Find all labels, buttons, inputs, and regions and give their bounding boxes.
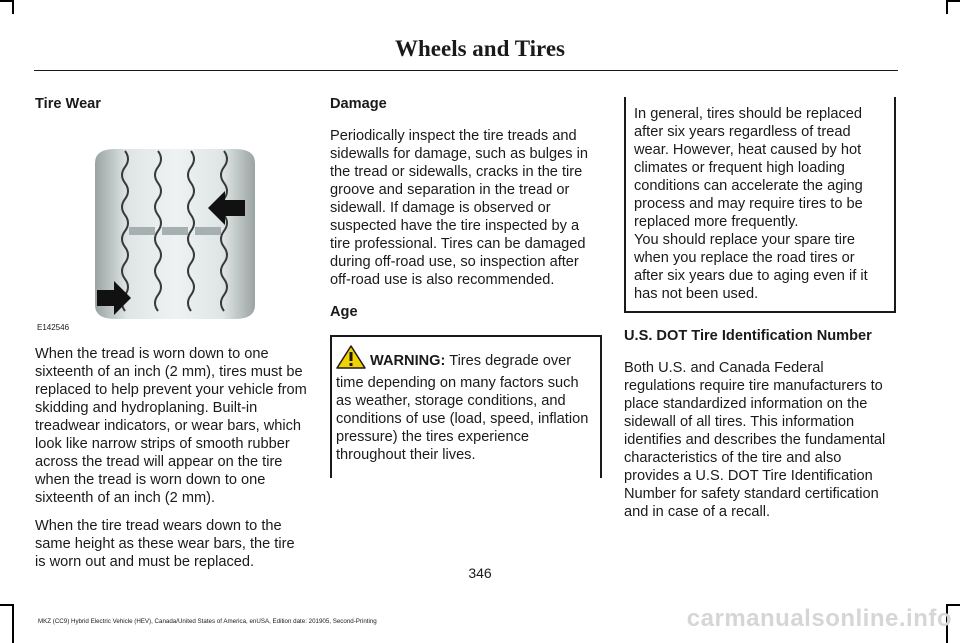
tire-tread-figure [35,127,307,335]
warning-icon [336,345,366,374]
warning-box [330,335,602,478]
crop-mark [12,605,14,643]
tire-wear-heading: Tire Wear [35,96,101,112]
crop-mark [946,0,948,14]
note-box [624,97,896,313]
note-paragraph: You should replace your spare tire when you replace the road tires or after six years due to aging even if it has not been used. [634,232,868,302]
page-number: 346 [468,565,492,581]
damage-heading: Damage [330,96,387,112]
crop-mark [0,604,14,606]
tire-wear-paragraph: When the tread is worn down to one sixteenth of an inch (2 mm), tires must be replaced to help prevent your vehicle from skidding and hydroplaning. Built-in treadwear indicators, or wear bars, which look like narrow strips of smooth rubber across the tread will appear on the tire when the tread is worn down to one sixteenth of an inch (2 mm). [35,346,307,506]
watermark: carmanualsonline.info [686,605,952,632]
column-damage-age [330,95,602,478]
note-paragraph: In general, tires should be replaced after six years regardless of tread wear. However, heat caused by hot climates or frequent high loading conditions can accelerate the aging process and may require tires to be replaced more frequently. [634,106,863,230]
column-dot-id [624,97,896,531]
header-divider [34,70,898,71]
page-title: Wheels and Tires [395,36,565,61]
damage-paragraph: Periodically inspect the tire treads and sidewalls for damage, such as bulges in the tread or sidewalls, cracks in the tire groove and separation in the tread or sidewall. If damage is observed or suspected have the tire inspected by a tire professional. Tires can be damaged during off-road use, so inspection after off-road use is also recommended. [330,128,588,288]
column-tire-wear [35,95,307,581]
warning-text: Tires degrade over time depending on many factors such as weather, storage conditions, and conditions of use (load, speed, inflation pressure) the tires experience throughout their lives. [336,353,589,463]
dot-paragraph: Both U.S. and Canada Federal regulations require tire manufacturers to place standardized information on the sidewall of all tires. This information identifies and describes the fundamental characteristics of the tire and also provides a U.S. DOT Tire Identification Number for safety standard certification and in case of a recall. [624,360,886,520]
crop-mark [12,0,14,14]
crop-mark [946,0,960,2]
tire-wear-paragraph: When the tire tread wears down to the same height as these wear bars, the tire is worn out and must be replaced. [35,518,295,570]
tire-tread-illustration [35,127,307,335]
warning-label: WARNING: [370,353,446,369]
edition-footer: MKZ (CC9) Hybrid Electric Vehicle (HEV), Canada/United States of America, enUSA, Edition date: 201905, Second-Printing [38,618,377,625]
dot-heading: U.S. DOT Tire Identification Number [624,328,872,344]
age-heading: Age [330,304,358,320]
figure-code: E142546 [37,323,70,332]
